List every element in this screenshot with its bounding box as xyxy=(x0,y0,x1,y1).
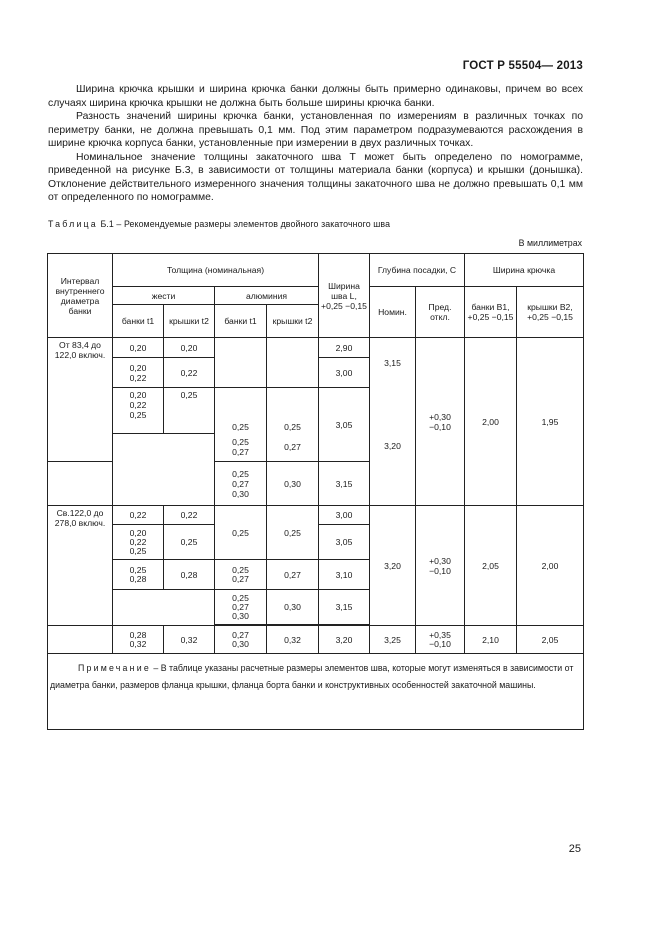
table-cell: 3,15 xyxy=(319,590,370,625)
paragraph: Ширина крючка крышки и ширина крючка банки должны быть примерно одинаковы, причем во всех случаях ширина крючка крышки не должна быть больше ширины крючка банки. xyxy=(48,84,583,109)
header-tin-can: банки t1 xyxy=(113,305,164,338)
header-thickness: Толщина (номинальная) xyxy=(113,254,319,287)
table-cell: 0,25 0,27 0,30 xyxy=(215,590,267,625)
table-note xyxy=(48,654,584,730)
interval-cell: От 83,4 до 122,0 включ. xyxy=(48,338,113,462)
units-label: В миллиметрах xyxy=(518,238,582,248)
table-cell: 0,22 xyxy=(164,358,215,388)
table-cell: 0,20 0,22 xyxy=(113,358,164,388)
header-hook-can: банки B1, +0,25 −0,15 xyxy=(465,287,517,338)
header-nominal: Номин. xyxy=(370,287,416,338)
table-cell xyxy=(215,338,267,388)
table-cell xyxy=(267,338,319,388)
table-cell: +0,30 −0,10 xyxy=(416,506,465,626)
table-cell: 2,00 xyxy=(465,338,517,506)
header-depth: Глубина посадки, С xyxy=(370,254,465,287)
table-cell: 2,90 xyxy=(319,338,370,358)
table-cell: 0,25 0,27 xyxy=(215,560,267,590)
table-cell: 3,15 xyxy=(370,338,416,388)
table-cell: 0,22 xyxy=(164,506,215,525)
paragraph: Номинальное значение толщины закаточного шва Т может быть определено по номограмме, приведенной на рисунке Б.3, в зависимости от толщины материала банки (корпуса) и крышки (донышка). Отклонение действительного измеренного значения толщины закаточного шва не должно превышать 0,1 мм от определенного по номограмме. xyxy=(48,151,583,203)
interval-cell: Св.122,0 до 278,0 включ. xyxy=(48,506,113,626)
table-cell: 3,15 xyxy=(319,462,370,506)
table-cell: 3,05 xyxy=(319,525,370,560)
table-cell: 0,25 xyxy=(215,388,267,434)
table-cell: 0,27 0,30 xyxy=(215,626,267,654)
table-cell: 0,28 0,32 xyxy=(113,626,164,654)
table-cell: 3,20 xyxy=(370,506,416,626)
header-al-can: банки t1 xyxy=(215,305,267,338)
table-cell: 0,25 0,28 xyxy=(113,560,164,590)
page-number: 25 xyxy=(568,843,581,855)
paragraph: Разность значений ширины крючка банки, установленная по измерениям в различных точках по периметру банки, не должна превышать 0,1 мм. Под этим параметром подразумеваются расхождения в ширине крючка корпуса банки, установленные при измерении в двух различных точках. xyxy=(48,111,583,149)
table-cell: 0,20 xyxy=(113,338,164,358)
table-cell: 0,20 0,22 0,25 xyxy=(113,388,164,434)
header-seam-width: Ширина шва L, +0,25 −0,15 xyxy=(319,254,370,338)
table-caption-word: Таблица xyxy=(48,219,98,229)
dimensions-table xyxy=(47,253,584,730)
header-al-lid: крышки t2 xyxy=(267,305,319,338)
table-cell: 0,20 xyxy=(164,338,215,358)
header-tin: жести xyxy=(113,287,215,305)
document-header: ГОСТ Р 55504— 2013 xyxy=(462,60,583,72)
table-cell: 0,20 0,22 0,25 xyxy=(113,525,164,560)
table-cell: 0,27 xyxy=(267,434,319,462)
interval-cell xyxy=(48,626,113,654)
table-cell: 1,95 xyxy=(517,338,584,506)
table-cell: 0,25 xyxy=(267,506,319,560)
header-interval: Интервал внутреннего диаметра банки xyxy=(48,254,113,338)
table-cell: 0,27 xyxy=(267,560,319,590)
table-cell: 2,05 xyxy=(517,626,584,654)
table-caption xyxy=(48,219,390,229)
header-aluminium: алюминия xyxy=(215,287,319,305)
table-cell xyxy=(48,462,113,506)
table-cell: 0,25 xyxy=(215,506,267,560)
table-cell: 0,28 xyxy=(164,560,215,590)
table-cell: 0,32 xyxy=(164,626,215,654)
table-cell: 3,10 xyxy=(319,560,370,590)
table-cell: 0,25 xyxy=(164,388,215,434)
table-cell: 3,00 xyxy=(319,506,370,525)
table-cell: +0,35 −0,10 xyxy=(416,626,465,654)
table-cell: 0,30 xyxy=(267,590,319,625)
table-cell: 0,25 0,27 0,30 xyxy=(215,462,267,506)
table-cell: 0,25 xyxy=(267,388,319,434)
table-cell: 0,30 xyxy=(267,462,319,506)
body-text xyxy=(48,83,583,205)
table-cell xyxy=(113,434,215,506)
header-hook-width: Ширина крючка xyxy=(465,254,584,287)
table-cell: 3,20 xyxy=(370,388,416,506)
table-cell: 2,00 xyxy=(517,506,584,626)
table-cell: 0,25 0,27 xyxy=(215,434,267,462)
note-text: – В таблице указаны расчетные размеры элементов шва, которые могут изменяться в зависимости от диаметра банки, размеров фланца крышки, фланца борта банки и конструктивных особенностей закаточной машины. xyxy=(50,663,574,690)
table-cell xyxy=(113,590,215,625)
table-cell: 2,05 xyxy=(465,506,517,626)
table-cell: +0,30 −0,10 xyxy=(416,338,465,506)
table-cell: 3,05 xyxy=(319,388,370,462)
header-tin-lid: крышки t2 xyxy=(164,305,215,338)
table-cell: 0,25 xyxy=(164,525,215,560)
header-hook-lid: крышки B2, +0,25 −0,15 xyxy=(517,287,584,338)
table-cell: 0,22 xyxy=(113,506,164,525)
note-word: Примечание xyxy=(78,663,151,673)
table-cell: 3,00 xyxy=(319,358,370,388)
table-cell: 0,32 xyxy=(267,626,319,654)
table-cell: 2,10 xyxy=(465,626,517,654)
header-tolerance: Пред. откл. xyxy=(416,287,465,338)
table-cell: 3,20 xyxy=(319,626,370,654)
table-cell: 3,25 xyxy=(370,626,416,654)
table-caption-text: Б.1 – Рекомендуемые размеры элементов двойного закаточного шва xyxy=(100,219,391,229)
